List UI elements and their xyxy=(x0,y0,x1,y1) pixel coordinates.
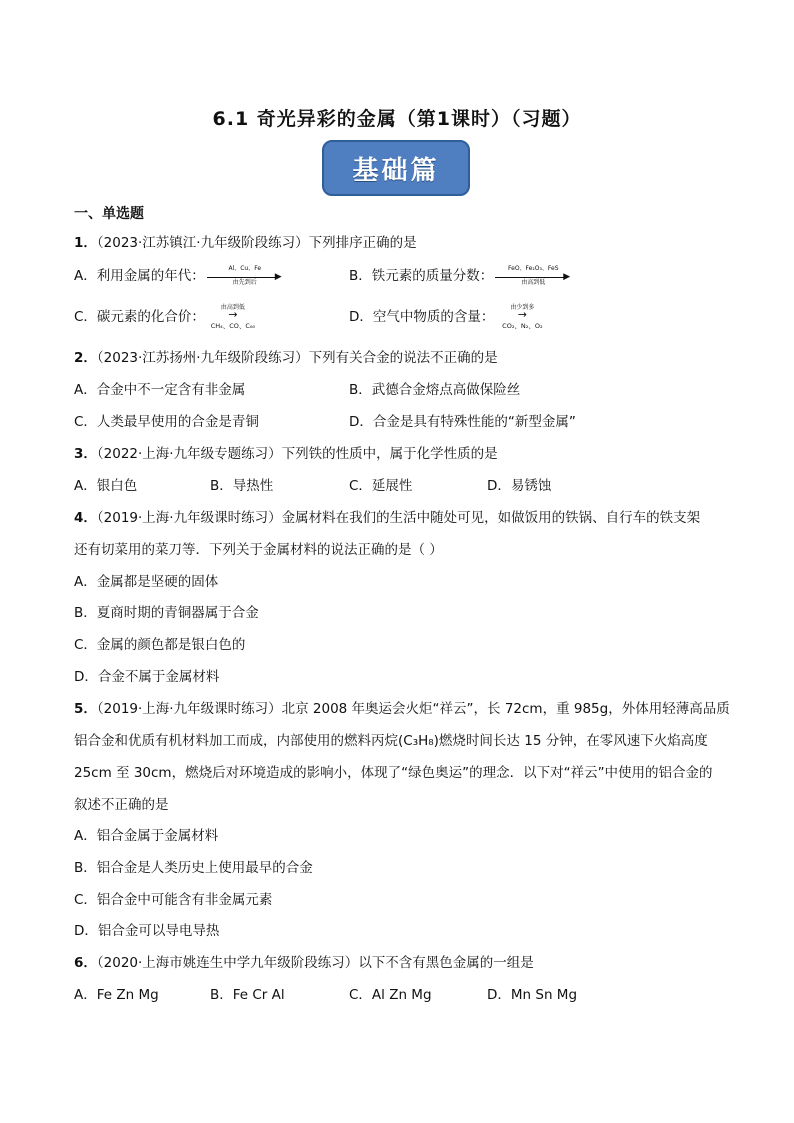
question-2-option-d: D．合金是具有特殊性能的“新型金属” xyxy=(349,414,576,430)
question-6-option-a: A．Fe Zn Mg xyxy=(74,987,159,1003)
question-5-stem-line-4: 叙述不正确的是 xyxy=(74,797,169,813)
question-5-option-b: B．铝合金是人类历史上使用最早的合金 xyxy=(74,860,313,876)
question-3-option-a: A．银白色 xyxy=(74,478,138,494)
reaction-arrow: FeO、Fe₂O₃、FeS ▶ 由高到低 xyxy=(495,267,571,285)
question-4-option-c: C．金属的颜色都是银白色的 xyxy=(74,637,246,653)
question-4-stem-continued: 还有切菜用的菜刀等．下列关于金属材料的说法正确的是（ ） xyxy=(74,542,443,558)
question-5-option-a: A．铝合金属于金属材料 xyxy=(74,828,219,844)
question-4-option-b: B．夏商时期的青铜器属于合金 xyxy=(74,605,259,621)
question-4-option-d: D．合金不属于金属材料 xyxy=(74,669,220,685)
question-6-stem: 6．（2020·上海市姚连生中学九年级阶段练习）以下不含有黑色金属的一组是 xyxy=(74,955,534,971)
question-1-stem: 1．（2023·江苏镇江·九年级阶段练习）下列排序正确的是 xyxy=(74,235,417,251)
question-1-option-b: B．铁元素的质量分数： FeO、Fe₂O₃、FeS ▶ 由高到低 xyxy=(349,265,571,286)
question-3-stem: 3．（2022·上海·九年级专题练习）下列铁的性质中，属于化学性质的是 xyxy=(74,446,498,462)
question-6-option-c: C．Al Zn Mg xyxy=(349,987,432,1003)
question-2-option-a: A．合金中不一定含有非金属 xyxy=(74,382,246,398)
level-badge: 基础篇 xyxy=(322,140,470,196)
question-1-option-a: A．利用金属的年代： Al、Cu、Fe ▶ 由先到后 xyxy=(74,265,282,286)
question-3-option-c: C．延展性 xyxy=(349,478,413,494)
question-1-option-c: C．碳元素的化合价： 由高到低 → CH₄、CO、C₆₀ xyxy=(74,302,261,332)
question-6-option-d: D．Mn Sn Mg xyxy=(487,987,578,1003)
question-2-option-b: B．武德合金熔点高做保险丝 xyxy=(349,382,521,398)
ordering-arrow: 由少到多 → CO₂、N₂、O₂ xyxy=(502,304,543,330)
question-2-stem: 2．（2023·江苏扬州·九年级阶段练习）下列有关合金的说法不正确的是 xyxy=(74,350,498,366)
question-3-option-d: D．易锈蚀 xyxy=(487,478,552,494)
question-4-stem: 4．（2019·上海·九年级课时练习）金属材料在我们的生活中随处可见，如做饭用的铁锅、自行车的铁支架 xyxy=(74,510,701,526)
question-5-option-c: C．铝合金中可能含有非金属元素 xyxy=(74,892,273,908)
page-title: 6.1 奇光异彩的金属（第1课时）（习题） xyxy=(212,108,582,130)
question-5-option-d: D．铝合金可以导电导热 xyxy=(74,923,220,939)
section-heading: 一、单选题 xyxy=(74,206,144,222)
reaction-arrow: Al、Cu、Fe ▶ 由先到后 xyxy=(207,267,283,285)
question-5-stem-line-3: 25cm 至 30cm，燃烧后对环境造成的影响小，体现了“绿色奥运”的理念．以下对“祥云”中使用的铝合金的 xyxy=(74,765,713,781)
question-4-option-a: A．金属都是坚硬的固体 xyxy=(74,574,219,590)
question-5-stem: 5．（2019·上海·九年级课时练习）北京 2008 年奥运会火炬“祥云”，长 72cm，重 985g，外体用轻薄高品质 xyxy=(74,701,730,717)
question-6-option-b: B．Fe Cr Al xyxy=(210,987,285,1003)
ordering-arrow: 由高到低 → CH₄、CO、C₆₀ xyxy=(210,304,256,330)
question-3-option-b: B．导热性 xyxy=(210,478,274,494)
question-5-stem-line-2: 铝合金和优质有机材料加工而成，内部使用的燃料丙烷(C₃H₈)燃烧时间长达 15 分钟，在零风速下火焰高度 xyxy=(74,733,708,749)
question-2-option-c: C．人类最早使用的合金是青铜 xyxy=(74,414,259,430)
question-1-option-d: D．空气中物质的含量： 由少到多 → CO₂、N₂、O₂ xyxy=(349,302,550,332)
